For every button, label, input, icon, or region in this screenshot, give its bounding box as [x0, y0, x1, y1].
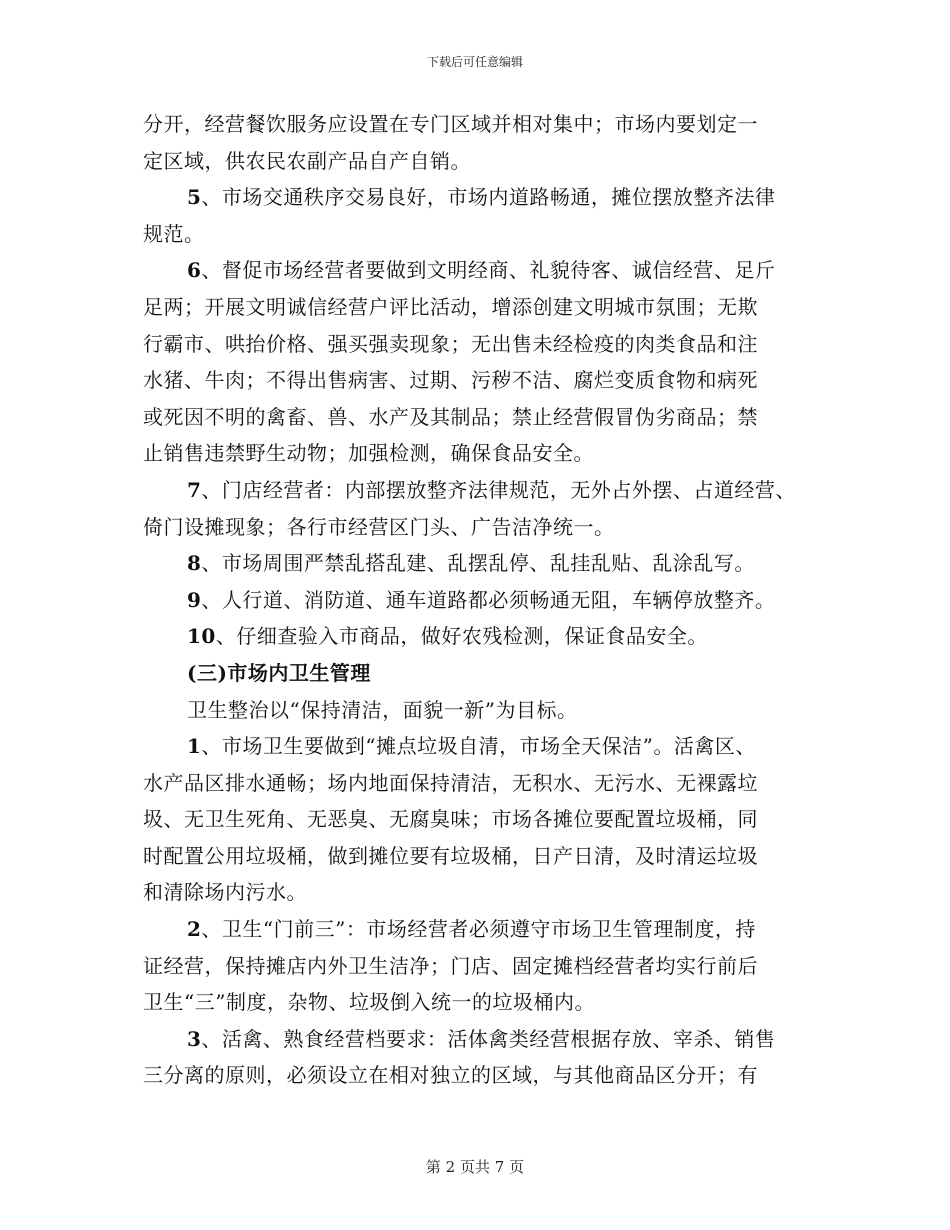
text-line: [143, 399, 813, 436]
text-line: [143, 252, 813, 289]
line-text: 、活禽、熟食经营档要求：活体禽类经营根据存放、宰杀、销售: [201, 1026, 776, 1051]
text-line: [143, 728, 813, 765]
text-line: [143, 618, 813, 655]
text-line: [143, 435, 813, 472]
item-number: 8: [187, 551, 202, 576]
text-line: [143, 765, 813, 802]
text-line: [143, 948, 813, 985]
text-line: [143, 582, 813, 619]
line-text: 行霸市、哄抬价格、强买强卖现象；无出售未经检疫的肉类食品和注: [143, 331, 758, 356]
text-line: [143, 545, 813, 582]
line-text: 时配置公用垃圾桶，做到摊位要有垃圾桶，日产日清，及时清运垃圾: [143, 843, 758, 868]
line-text: 卫生整治以“保持清洁，面貌一新”为目标。: [187, 697, 578, 722]
line-text: 、卫生“门前三”：市场经营者必须遵守市场卫生管理制度，持: [201, 917, 756, 942]
line-text: 、门店经营者：内部摆放整齐法律规范，无外占外摆、占道经营、: [201, 477, 796, 502]
page-header: 下载后可任意编辑: [426, 55, 523, 69]
line-text: 三分离的原则，必须设立在相对独立的区域，与其他商品区分开；有: [143, 1063, 758, 1088]
line-text: 定区域，供农民农副产品自产自销。: [143, 148, 471, 173]
line-text: 或死因不明的禽畜、兽、水产及其制品；禁止经营假冒伪劣商品；禁: [143, 404, 758, 429]
item-number: 5: [187, 185, 202, 210]
item-number: 1: [187, 734, 202, 759]
item-number: 6: [187, 258, 202, 283]
line-text: 分开，经营餐饮服务应设置在专门区域并相对集中；市场内要划定一: [143, 112, 758, 136]
item-number: 2: [187, 917, 202, 942]
text-line: [143, 106, 813, 143]
line-text: 、仔细查验入市商品，做好农残检测，保证食品安全。: [215, 624, 708, 649]
text-line: [143, 984, 813, 1021]
text-line: [143, 362, 813, 399]
text-line: [143, 801, 813, 838]
line-text: 规范。: [143, 221, 205, 246]
text-line: [143, 1021, 813, 1058]
section-heading: [143, 655, 813, 692]
text-line: [143, 509, 813, 546]
text-line: [143, 911, 813, 948]
item-number: 7: [187, 477, 202, 502]
document-body: [143, 106, 813, 1094]
text-line: [143, 143, 813, 180]
line-text: 足两；开展文明诚信经营户评比活动，增添创建文明城市氛围；无欺: [143, 294, 758, 319]
line-text: 倚门设摊现象；各行市经营区门头、广告洁净统一。: [143, 514, 615, 539]
line-text: 、市场交通秩序交易良好，市场内道路畅通，摊位摆放整齐法律: [201, 185, 776, 210]
line-text: (三)市场内卫生管理: [187, 660, 371, 685]
line-text: 、人行道、消防道、通车道路都必须畅通无阻，车辆停放整齐。: [201, 587, 776, 612]
line-text: 止销售违禁野生动物；加强检测，确保食品安全。: [143, 441, 594, 466]
line-text: 卫生“三”制度，杂物、垃圾倒入统一的垃圾桶内。: [143, 990, 595, 1015]
text-line: [143, 838, 813, 875]
line-text: 、督促市场经营者要做到文明经商、礼貌待客、诚信经营、足斤: [201, 258, 776, 283]
text-line: [143, 692, 813, 729]
text-line: [143, 326, 813, 363]
text-line: [143, 472, 813, 509]
text-line: [143, 1057, 813, 1094]
line-text: 和清除场内污水。: [143, 880, 307, 905]
line-text: 圾、无卫生死角、无恶臭、无腐臭味；市场各摊位要配置垃圾桶，同: [143, 807, 758, 832]
text-line: [143, 216, 813, 253]
line-text: 、市场卫生要做到“摊点垃圾自清，市场全天保洁”。活禽区、: [201, 734, 756, 759]
line-text: 水猪、牛肉；不得出售病害、过期、污秽不洁、腐烂变质食物和病死: [143, 368, 758, 393]
text-line: [143, 289, 813, 326]
text-line: [143, 179, 813, 216]
page-footer: 第 2 页共 7 页: [425, 1158, 525, 1176]
item-number: 10: [187, 624, 216, 649]
item-number: 3: [187, 1026, 202, 1051]
line-text: 证经营，保持摊店内外卫生洁净；门店、固定摊档经营者均实行前后: [143, 953, 758, 978]
item-number: 9: [187, 587, 202, 612]
text-line: [143, 874, 813, 911]
line-text: 、市场周围严禁乱搭乱建、乱摆乱停、乱挂乱贴、乱涂乱写。: [201, 551, 755, 576]
line-text: 水产品区排水通畅；场内地面保持清洁，无积水、无污水、无裸露垃: [143, 770, 758, 795]
